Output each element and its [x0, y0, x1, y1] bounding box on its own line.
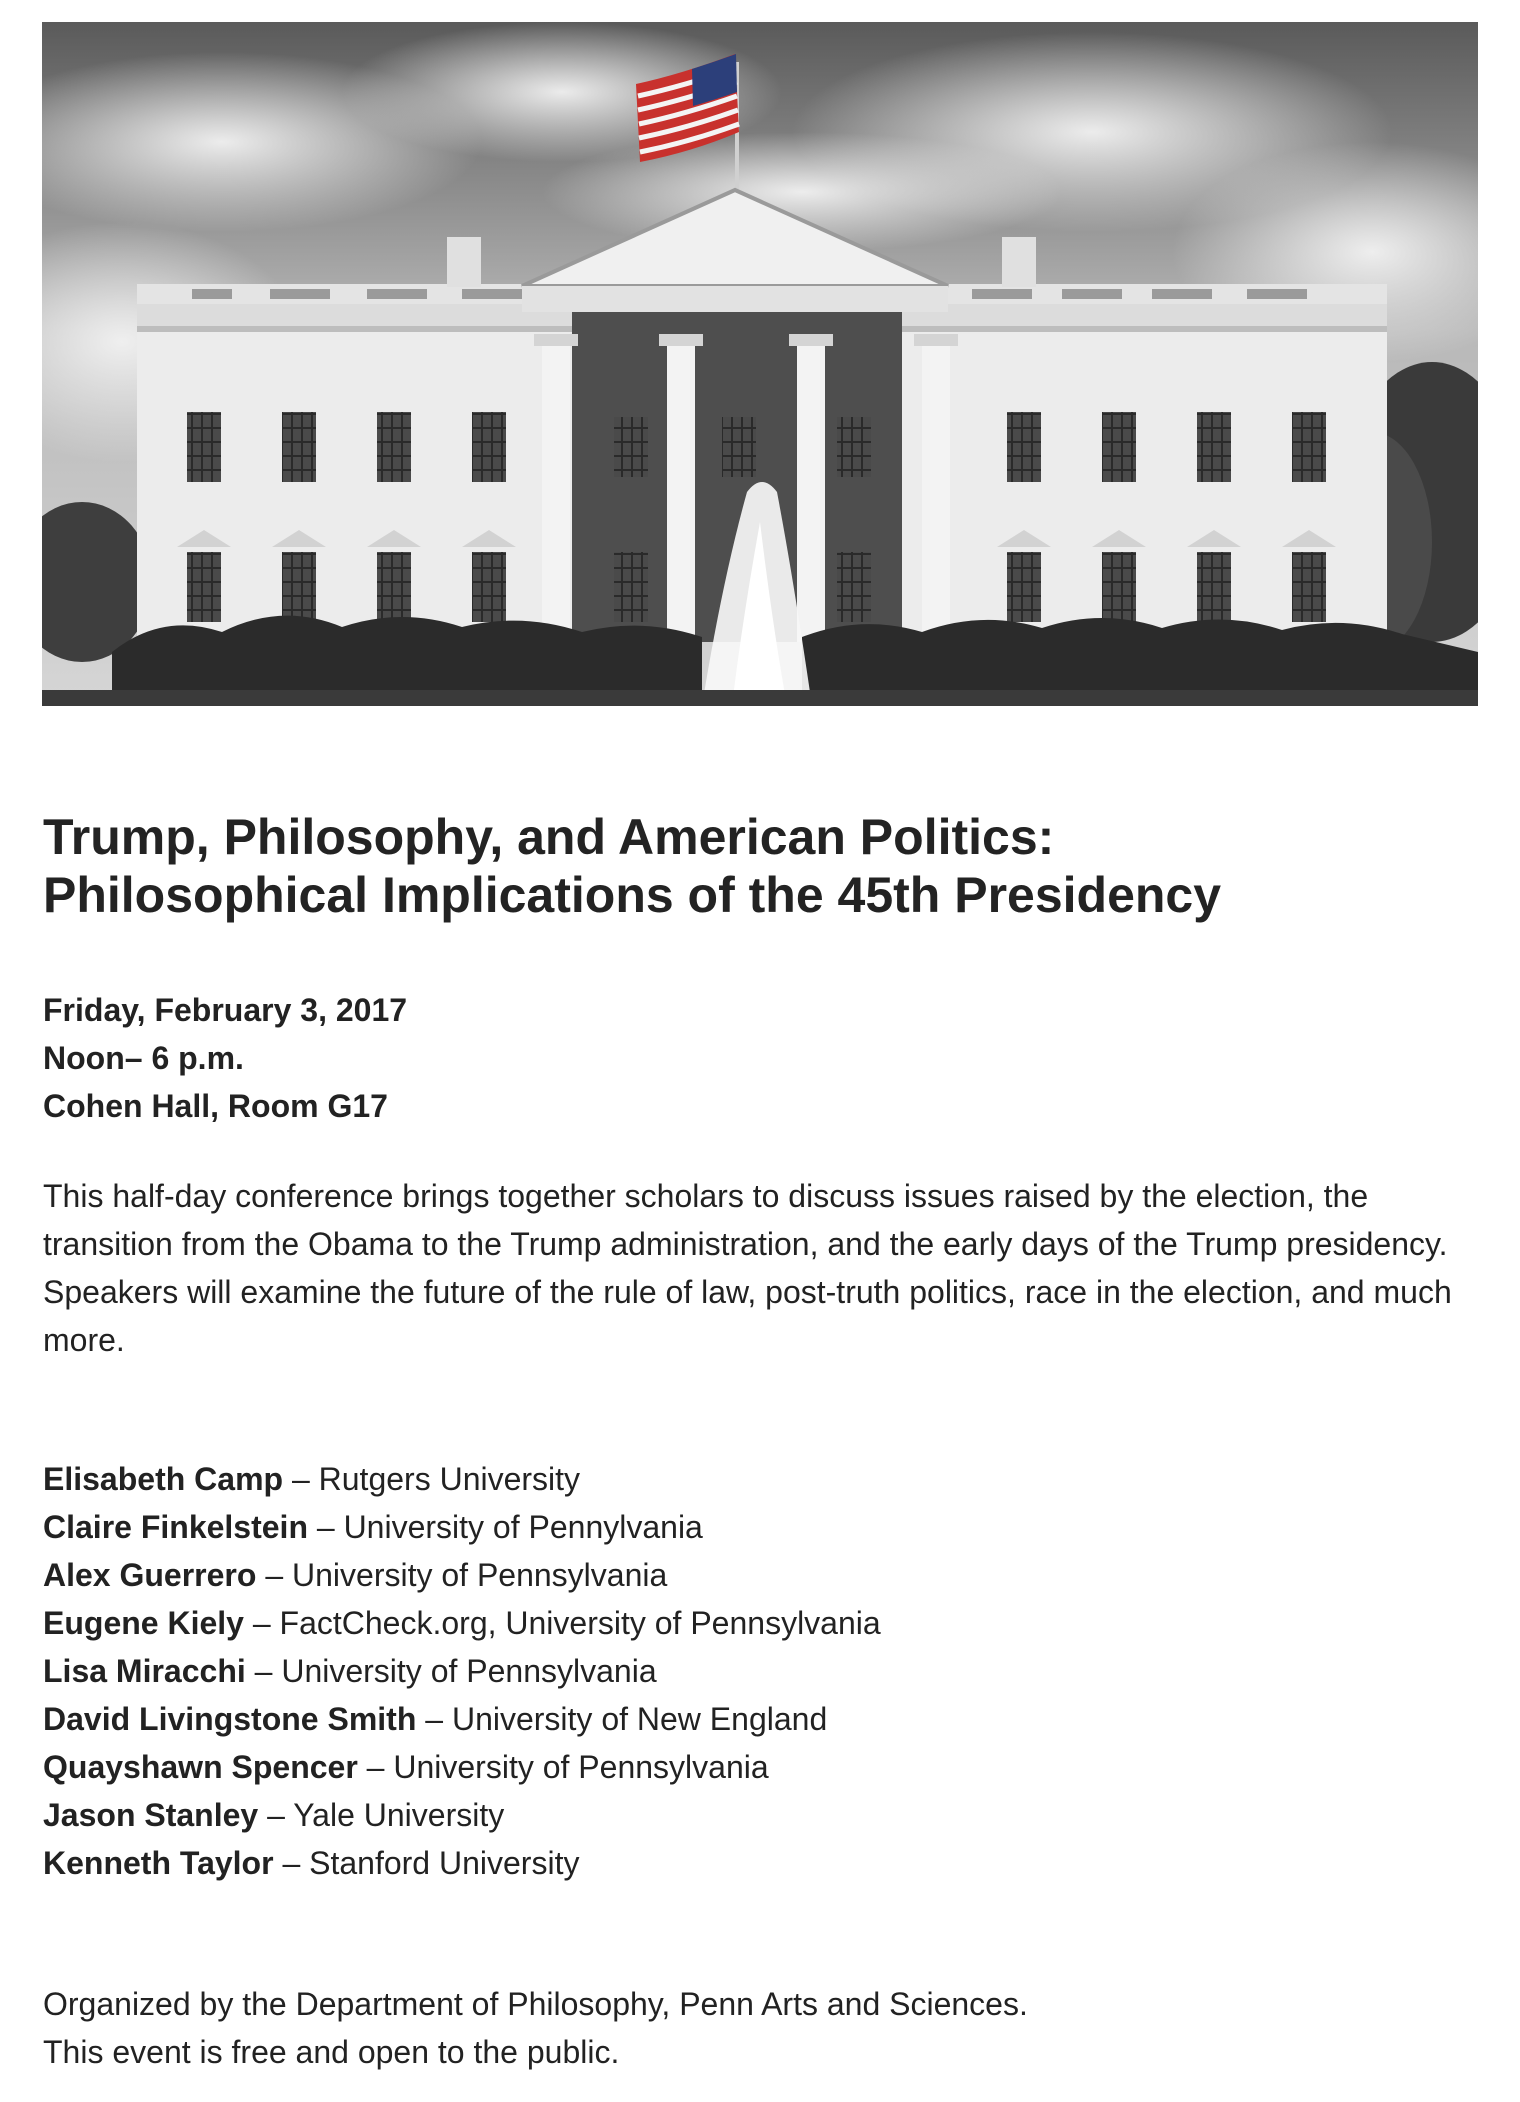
speaker-name: Kenneth Taylor [43, 1845, 274, 1881]
speaker-name: David Livingstone Smith [43, 1701, 417, 1737]
event-time: Noon– 6 p.m. [43, 1040, 244, 1076]
speaker-item [43, 1503, 881, 1551]
event-location: Cohen Hall, Room G17 [43, 1088, 388, 1124]
white-house-illustration [42, 22, 1478, 706]
event-title-line-2: Philosophical Implications of the 45th Presidency [43, 867, 1222, 923]
event-description: This half-day conference brings together scholars to discuss issues raised by the election, the transition from the Obama to the Trump administration, and the early days of the Trump presidency. Speakers will examine the future of the rule of law, post-truth politics, race in the election, and much more. [43, 1178, 1452, 1358]
event-title-line-1: Trump, Philosophy, and American Politics: [43, 809, 1055, 865]
speaker-item [43, 1455, 881, 1503]
speaker-name: Claire Finkelstein [43, 1509, 308, 1545]
speaker-affiliation: – University of New England [416, 1701, 828, 1737]
speaker-name: Alex Guerrero [43, 1557, 257, 1593]
event-footer [43, 1980, 1028, 2076]
speaker-item [43, 1695, 881, 1743]
speaker-affiliation: – Rutgers University [283, 1461, 581, 1497]
speaker-name: Jason Stanley [43, 1797, 259, 1833]
speaker-item [43, 1551, 881, 1599]
speaker-item [43, 1647, 881, 1695]
speaker-affiliation: – Yale University [258, 1797, 505, 1833]
speaker-name: Quayshawn Spencer [43, 1749, 358, 1785]
admission-note: This event is free and open to the public. [43, 2034, 620, 2070]
speaker-affiliation: – FactCheck.org, University of Pennsylvania [243, 1605, 881, 1641]
speaker-name: Elisabeth Camp [43, 1461, 284, 1497]
hero-image [42, 22, 1478, 706]
event-details [43, 986, 407, 1130]
speaker-affiliation: – University of Pennsylvania [357, 1749, 769, 1785]
speaker-name: Lisa Miracchi [43, 1653, 246, 1689]
event-date: Friday, February 3, 2017 [43, 992, 408, 1028]
event-title [43, 808, 1443, 924]
organizer-note: Organized by the Department of Philosophy, Penn Arts and Sciences. [43, 1986, 1028, 2022]
speaker-affiliation: – University of Pennsylvania [256, 1557, 668, 1593]
speaker-item [43, 1839, 881, 1887]
speaker-item [43, 1599, 881, 1647]
speaker-item [43, 1791, 881, 1839]
speaker-item [43, 1743, 881, 1791]
speaker-affiliation: – University of Pennsylvania [245, 1653, 657, 1689]
speaker-list [43, 1455, 881, 1887]
speaker-affiliation: – Stanford University [273, 1845, 580, 1881]
speaker-name: Eugene Kiely [43, 1605, 244, 1641]
speaker-affiliation: – University of Pennylvania [307, 1509, 703, 1545]
